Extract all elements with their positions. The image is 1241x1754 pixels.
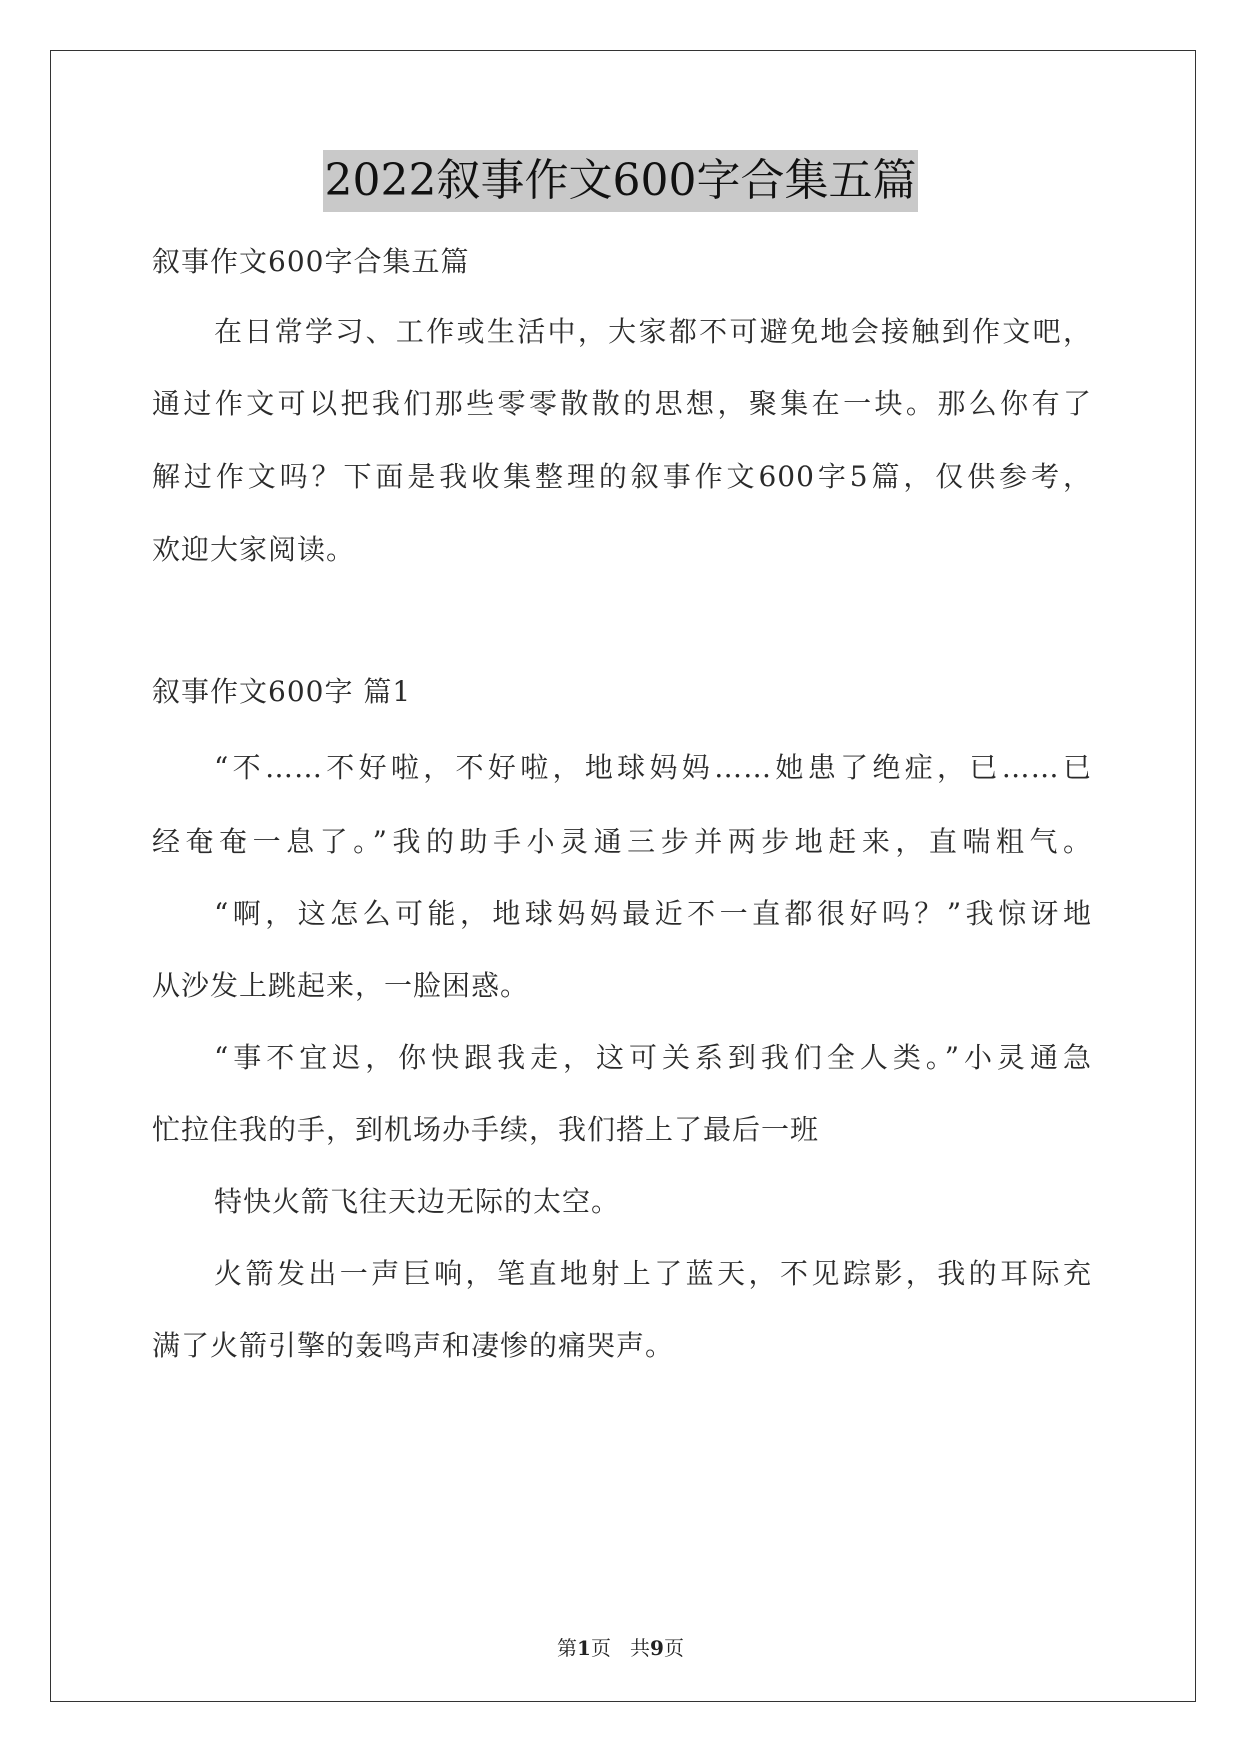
footer-suffix: 页 bbox=[663, 1636, 684, 1660]
document-title: 2022叙事作文600字合集五篇 bbox=[323, 150, 919, 212]
body-line-2: 经奄奄一息了。”我的助手小灵通三步并两步地赶来，直喘粗气。 bbox=[152, 825, 1092, 858]
body-line-1: “不……不好啦，不好啦，地球妈妈……她患了绝症，已……已 bbox=[214, 751, 1092, 784]
body-line-3: “啊，这怎么可能，地球妈妈最近不一直都很好吗？”我惊讶地 bbox=[214, 897, 1092, 930]
body-line-7: 特快火箭飞往天边无际的太空。 bbox=[214, 1185, 621, 1218]
body-line-9: 满了火箭引擎的轰鸣声和凄惨的痛哭声。 bbox=[152, 1329, 675, 1362]
subtitle: 叙事作文600字合集五篇 bbox=[152, 245, 470, 278]
footer-page-number: 1 bbox=[577, 1636, 591, 1660]
intro-line-1: 在日常学习、工作或生活中，大家都不可避免地会接触到作文吧， bbox=[214, 315, 1092, 348]
footer-total-pages: 9 bbox=[650, 1636, 664, 1660]
intro-line-3: 解过作文吗？下面是我收集整理的叙事作文600字5篇，仅供参考， bbox=[152, 460, 1092, 493]
body-line-8: 火箭发出一声巨响，笔直地射上了蓝天，不见踪影，我的耳际充 bbox=[214, 1257, 1092, 1290]
title-container bbox=[0, 150, 1241, 212]
intro-line-2: 通过作文可以把我们那些零零散散的思想，聚集在一块。那么你有了 bbox=[152, 387, 1092, 420]
section-heading: 叙事作文600字 篇1 bbox=[152, 675, 412, 708]
page-footer bbox=[0, 1634, 1241, 1662]
page-border bbox=[50, 50, 1196, 1702]
footer-prefix: 第 bbox=[557, 1636, 578, 1660]
footer-middle: 页 共 bbox=[590, 1636, 651, 1660]
body-line-4: 从沙发上跳起来，一脸困惑。 bbox=[152, 969, 530, 1002]
body-line-6: 忙拉住我的手，到机场办手续，我们搭上了最后一班 bbox=[152, 1113, 820, 1146]
intro-line-4: 欢迎大家阅读。 bbox=[152, 533, 356, 566]
body-line-5: “事不宜迟，你快跟我走，这可关系到我们全人类。”小灵通急 bbox=[214, 1041, 1092, 1074]
